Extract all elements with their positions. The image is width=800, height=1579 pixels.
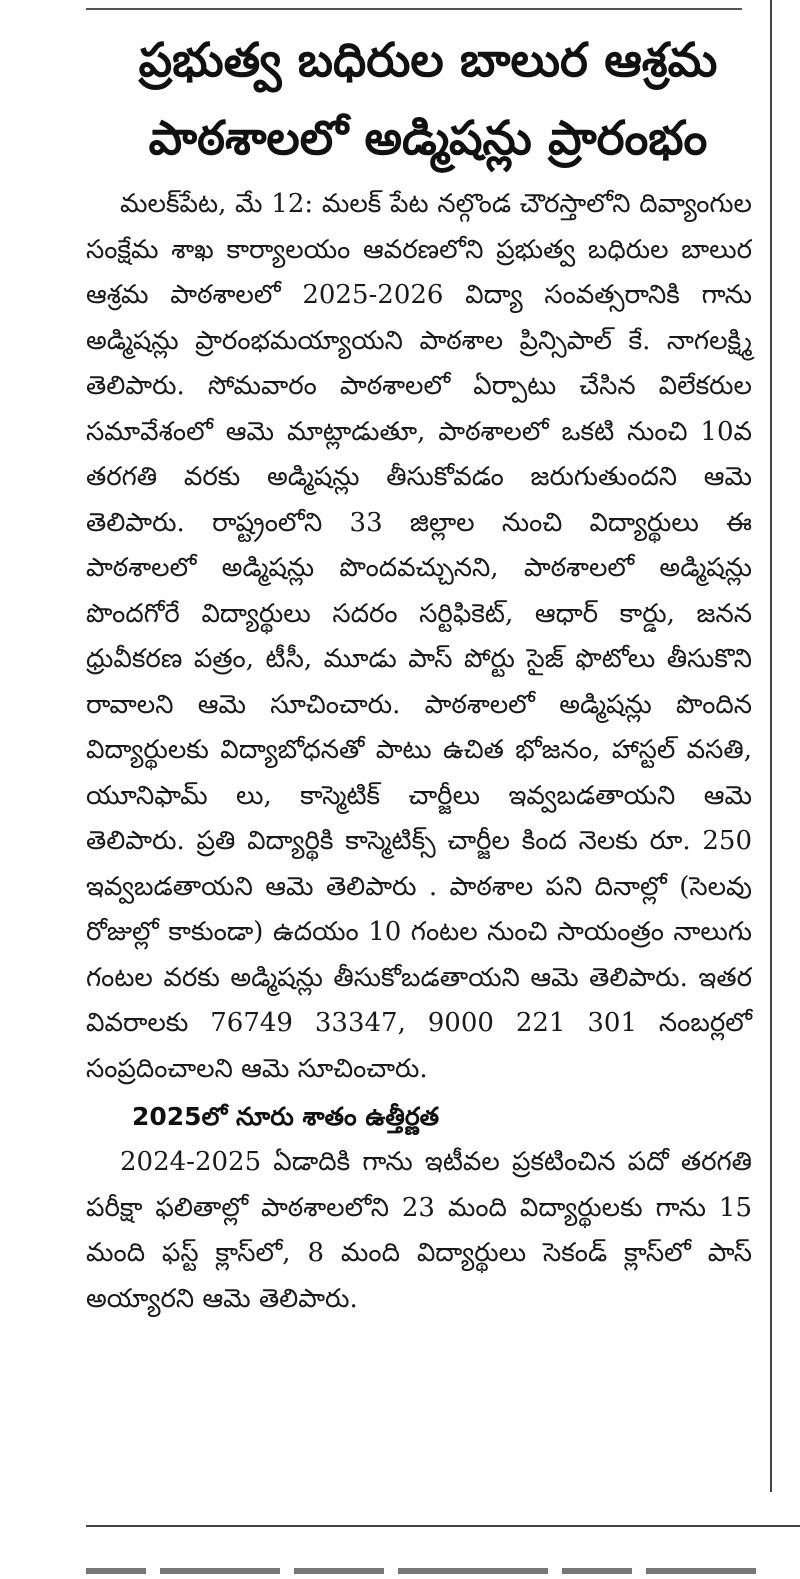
paragraph-2-text: 2024-2025 ఏడాదికి గాను ఇటీవల ప్రకటించిన పదో తరగతి పరీక్షా ఫలితాల్లో పాఠశాలలోని 23 మంది విద్యార్థులకు గాను 15 మంది ఫస్ట్ క్లాస్‌లో, 8 మంది విద్యార్థులు సెకండ్ క్లాస్‌లో పాస్ అయ్యారని ఆమె తెలిపారు. (86, 1147, 752, 1314)
article-paragraph-2 (86, 1140, 752, 1322)
article-paragraph-1 (86, 182, 752, 1092)
top-rule (86, 8, 742, 10)
paragraph-1-text: మలక్‌పేట, మే 12: మలక్ పేట నల్గొండ చౌరస్తాలోని దివ్యాంగుల సంక్షేమ శాఖ కార్యాలయం ఆవరణలోని ప్రభుత్వ బధిరుల బాలుర ఆశ్రమ పాఠశాలలో 2025-2026 విద్యా సంవత్సరానికి గాను అడ్మిషన్లు ప్రారంభమయ్యాయని పాఠశాల ప్రిన్సిపాల్ కే. నాగలక్ష్మి తెలిపారు. సోమవారం పాఠశాలలో ఏర్పాటు చేసిన విలేకరుల సమావేశంలో ఆమె మాట్లాడుతూ, పాఠశాలలో ఒకటి నుంచి 10వ తరగతి వరకు అడ్మిషన్లు తీసుకోవడం జరుగుతుందని ఆమె తెలిపారు. రాష్ట్రంలోని 33 జిల్లాల నుంచి విద్యార్థులు ఈ పాఠశాలలో అడ్మిషన్లు పొందవచ్చునని, పాఠశాలలో అడ్మిషన్లు పొందగోరే విద్యార్థులు సదరం సర్టిఫికెట్, ఆధార్ కార్డు, జనన ధ్రువీకరణ పత్రం, టీసీ, మూడు పాస్ పోర్టు సైజ్ ఫొటోలు తీసుకొని రావాలని ఆమె సూచించారు. పాఠశాలలో అడ్మిషన్లు పొందిన విద్యార్థులకు విద్యాబోధనతో పాటు ఉచిత భోజనం, హాస్టల్ వసతి, యూనిఫామ్ లు, కాస్మెటిక్ చార్జీలు ఇవ్వబడతాయని ఆమె తెలిపారు. ప్రతి విద్యార్థికి కాస్మెటిక్స్ చార్జీల కింద నెలకు రూ. 250 ఇవ్వబడతాయని ఆమె తెలిపారు . పాఠశాల పని దినాల్లో (సెలవు రోజుల్లో కాకుండా) ఉదయం 10 గంటల నుంచి సాయంత్రం నాలుగు గంటల వరకు అడ్మిషన్లు తీసుకోబడతాయని ఆమె తెలిపారు. ఇతర వివరాలకు 76749 33347, 9000 221 301 నంబర్లలో సంప్రదించాలని ఆమె సూచించారు. (86, 189, 752, 1084)
bottom-rule (86, 1525, 800, 1527)
headline-line-1: ప్రభుత్వ బధిరుల బాలుర ఆశ్రమ (138, 33, 718, 88)
article-subheading: 2025లో నూరు శాతం ఉత్తీర్ణత (132, 1102, 440, 1131)
headline (86, 22, 770, 178)
headline-line-2: పాఠశాలలో అడ్మిషన్లు ప్రారంభం (148, 111, 708, 166)
column-rule (770, 0, 772, 1492)
article-body (86, 182, 752, 1322)
next-article-fragment (86, 1548, 770, 1579)
